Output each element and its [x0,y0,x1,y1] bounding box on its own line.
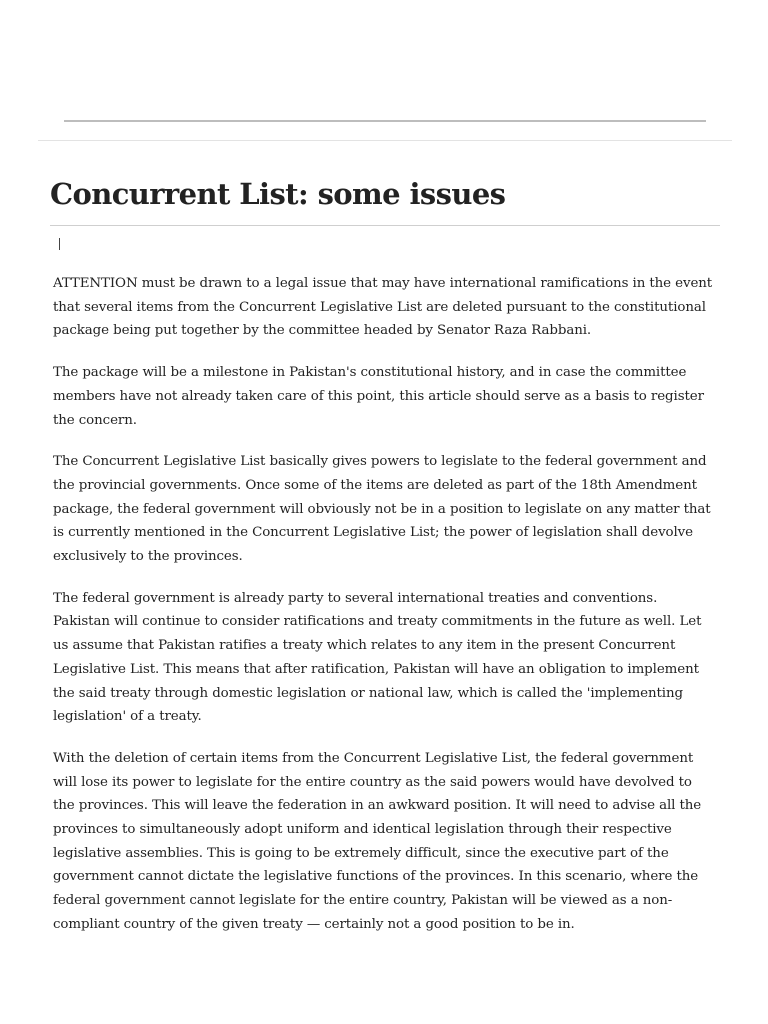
byline-separator [59,238,60,250]
article-paragraph: ATTENTION must be drawn to a legal issue that may have international ramifications in the event that several items from the Concurrent Legislative List are deleted pursuant to the constitutional package being put together by the committee headed by Senator Raza Rabbani. [53,276,713,339]
article-paragraph: With the deletion of certain items from the Concurrent Legislative List, the federal government will lose its power to legislate for the entire country as the said powers would have devolved to the provinces. This will leave the federation in an awkward position. It will need to advise all the provinces to simultaneously adopt uniform and identical legislation through their respective legislative assemblies. This is going to be extremely difficult, since the executive part of the government cannot dictate the legislative functions of the provinces. In this scenario, where the federal government cannot legislate for the entire country, Pakistan will be viewed as a non-compliant country of the given treaty — certainly not a good position to be in. [53,750,702,932]
article-paragraph: The package will be a milestone in Pakistan's constitutional history, and in case the committee members have not already taken care of this point, this article should serve as a basis to register the concern. [53,365,704,428]
top-rule [64,120,706,122]
article-title: Concurrent List: some issues [50,177,506,211]
header-divider [38,140,732,141]
title-divider [50,225,720,226]
article-paragraph: The Concurrent Legislative List basically gives powers to legislate to the federal government and the provincial governments. Once some of the items are deleted as part of the 18th Amendment package, the federal government will obviously not be in a position to legislate on any matter that is currently mentioned in the Concurrent Legislative List; the power of legislation shall devolve exclusively to the provinces. [53,454,711,565]
article-paragraph: The federal government is already party to several international treaties and conventions. Pakistan will continue to consider ratifications and treaty commitments in the future as well. Let us assume that Pakistan ratifies a treaty which relates to any item in the present Concurrent Legislative List. This means that after ratification, Pakistan will have an obligation to implement the said treaty through domestic legislation or national law, which is called the 'implementing legislation' of a treaty. [53,590,702,725]
article-body [53,272,717,955]
